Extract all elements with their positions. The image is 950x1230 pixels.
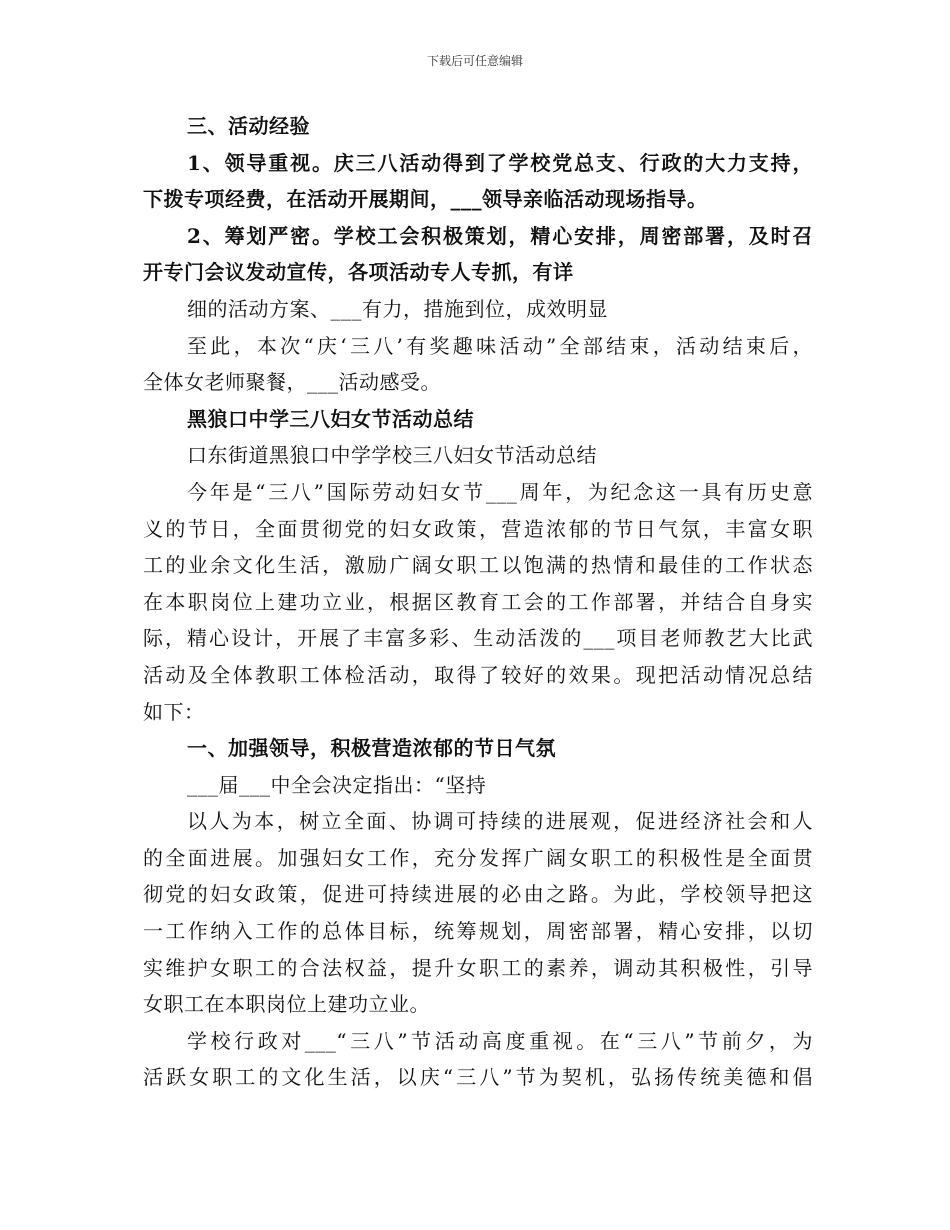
paragraph-line: 如下： — [143, 699, 205, 724]
paragraph-line: 至此，本次“庆‘三八’有奖趣味活动”全部结束，活动结束后， — [187, 333, 813, 358]
paragraph-line: 2、筹划严密。学校工会积极策划，精心安排，周密部署，及时召 — [187, 223, 813, 248]
paragraph-line: 的全面进展。加强妇女工作，充分发挥广阔女职工的积极性是全面贯 — [143, 845, 813, 870]
paragraph-line: 下拨专项经费，在活动开展期间，___领导亲临活动现场指导。 — [143, 187, 708, 212]
paragraph-line: 开专门会议发动宣传，各项活动专人专抓，有详 — [143, 260, 574, 285]
section-heading: 三、活动经验 — [187, 114, 310, 138]
paragraph-line: 一工作纳入工作的总体目标，统筹规划，周密部署，精心安排，以切 — [143, 919, 813, 944]
paragraph-line: 义的节日，全面贯彻党的妇女政策，营造浓郁的节日气氛，丰富女职 — [143, 516, 813, 541]
paragraph-line: 实维护女职工的合法权益，提升女职工的素养，调动其积极性，引导 — [143, 955, 813, 980]
document-body — [143, 108, 813, 1096]
paragraph-line: 工的业余文化生活，激励广阔女职工以饱满的热情和最佳的工作状态 — [143, 553, 813, 578]
page-header: 下载后可任意编辑 — [426, 54, 523, 68]
paragraph-line: 全体女老师聚餐，___活动感受。 — [143, 370, 441, 395]
paragraph-line: 彻党的妇女政策，促进可持续进展的必由之路。为此，学校领导把这 — [143, 882, 813, 907]
paragraph-line: 以人为本，树立全面、协调可持续的进展观，促进经济社会和人 — [187, 809, 813, 834]
paragraph-line: 活动及全体教职工体检活动，取得了较好的效果。现把活动情况总结 — [143, 662, 813, 687]
paragraph-line: 活跃女职工的文化生活，以庆“三八”节为契机，弘扬传统美德和倡 — [143, 1065, 813, 1090]
document-title: 黑狼口中学三八妇女节活动总结 — [187, 406, 474, 431]
paragraph-line: 际，精心设计，开展了丰富多彩、生动活泼的___项目老师教艺大比武 — [143, 626, 813, 651]
paragraph-line: ___届___中全会决定指出：“坚持 — [187, 772, 487, 797]
section-heading: 一、加强领导，积极营造浓郁的节日气氛 — [187, 736, 556, 761]
paragraph-line: 在本职岗位上建功立业，根据区教育工会的工作部署，并结合自身实 — [143, 589, 813, 614]
paragraph-line: 女职工在本职岗位上建功立业。 — [143, 992, 430, 1017]
paragraph-line: 1、领导重视。庆三八活动得到了学校党总支、行政的大力支持， — [187, 150, 813, 175]
paragraph-line: 细的活动方案、___有力，措施到位，成效明显 — [187, 296, 608, 321]
paragraph-line: 学校行政对___“三八”节活动高度重视。在“三八”节前夕，为 — [187, 1028, 813, 1053]
document-subtitle: 口东街道黑狼口中学学校三八妇女节活动总结 — [187, 443, 597, 468]
paragraph-line: 今年是“三八”国际劳动妇女节___周年，为纪念这一具有历史意 — [187, 479, 813, 504]
